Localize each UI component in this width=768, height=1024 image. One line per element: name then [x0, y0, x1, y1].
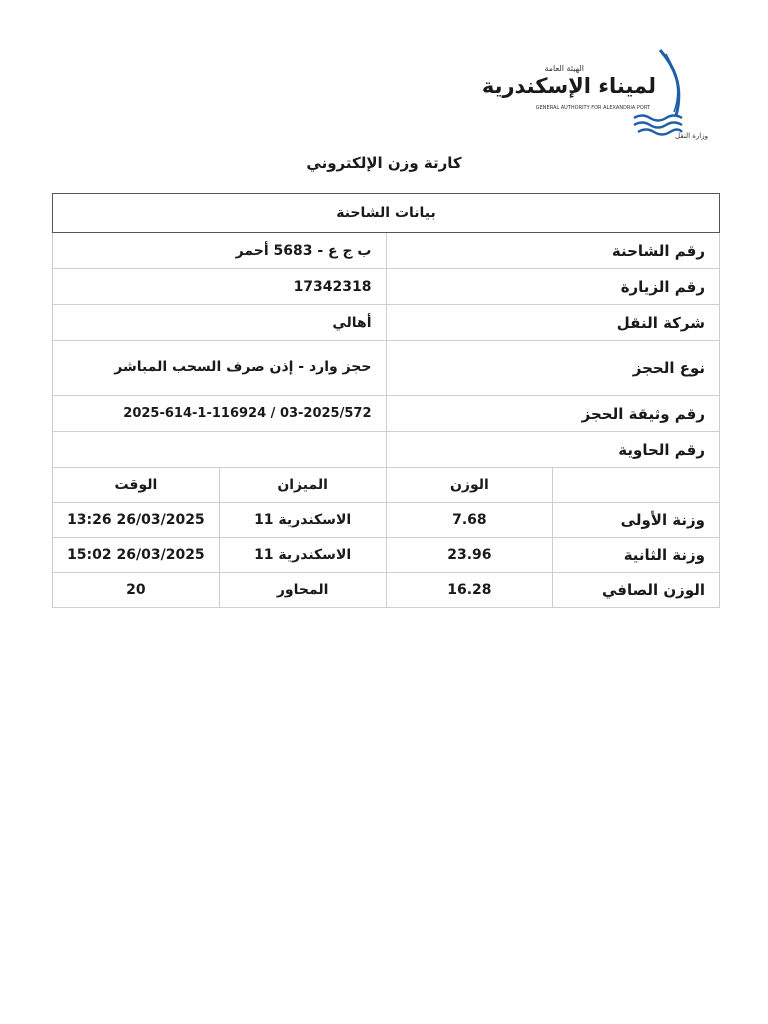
transport-company-label: شركة النقل: [386, 305, 720, 341]
axles-count: 20: [53, 573, 220, 608]
table-row: [53, 341, 720, 396]
second-weighing-weight: 23.96: [386, 538, 553, 573]
first-weighing-time: 26/03/2025 13:26: [53, 503, 220, 538]
table-row: [53, 305, 720, 341]
table-row: [53, 538, 720, 573]
visit-number-value: 17342318: [53, 269, 387, 305]
logo-ministry-text: وزارة النقل: [674, 132, 708, 140]
logo-english-text: GENERAL AUTHORITY FOR ALEXANDRIA PORT: [535, 105, 650, 111]
document-title: كارتة وزن الإلكتروني: [306, 154, 462, 172]
truck-section-header: بيانات الشاحنة: [53, 194, 720, 233]
truck-number-label: رقم الشاحنة: [386, 233, 720, 269]
axles-label: المحاور: [219, 573, 386, 608]
second-weighing-label: وزنة الثانية: [553, 538, 720, 573]
booking-document-label: رقم وثيقة الحجز: [386, 396, 720, 432]
table-row: [53, 269, 720, 305]
first-weighing-scale: الاسكندرية 11: [219, 503, 386, 538]
table-row: [53, 396, 720, 432]
truck-section-header-row: [53, 194, 720, 233]
second-weighing-scale: الاسكندرية 11: [219, 538, 386, 573]
truck-data-table: [52, 193, 720, 468]
table-row: [53, 503, 720, 538]
booking-document-value: 03-2025/572 / 2025-614-1-116924: [53, 396, 387, 432]
first-weighing-weight: 7.68: [386, 503, 553, 538]
second-weighing-time: 26/03/2025 15:02: [53, 538, 220, 573]
weights-header-row: [53, 468, 720, 503]
container-number-value: [53, 432, 387, 468]
logo-port-name: لميناء الإسكندرية: [481, 74, 656, 98]
port-logo: [462, 46, 712, 146]
net-weight-label: الوزن الصافي: [553, 573, 720, 608]
weight-card: [52, 193, 720, 608]
column-header-scale: الميزان: [219, 468, 386, 503]
first-weighing-label: وزنة الأولى: [553, 503, 720, 538]
table-row: [53, 233, 720, 269]
column-header-label: [553, 468, 720, 503]
container-number-label: رقم الحاوية: [386, 432, 720, 468]
table-row: [53, 573, 720, 608]
visit-number-label: رقم الزيارة: [386, 269, 720, 305]
net-weight-value: 16.28: [386, 573, 553, 608]
truck-number-value: ب ج ع - 5683 أحمر: [53, 233, 387, 269]
logo-organization-text: الهيئة العامة: [544, 64, 584, 73]
weights-table: [52, 467, 720, 608]
column-header-weight: الوزن: [386, 468, 553, 503]
table-row: [53, 432, 720, 468]
booking-type-label: نوع الحجز: [386, 341, 720, 396]
booking-type-value: حجز وارد - إذن صرف السحب المباشر: [53, 341, 387, 396]
column-header-time: الوقت: [53, 468, 220, 503]
transport-company-value: أهالي: [53, 305, 387, 341]
